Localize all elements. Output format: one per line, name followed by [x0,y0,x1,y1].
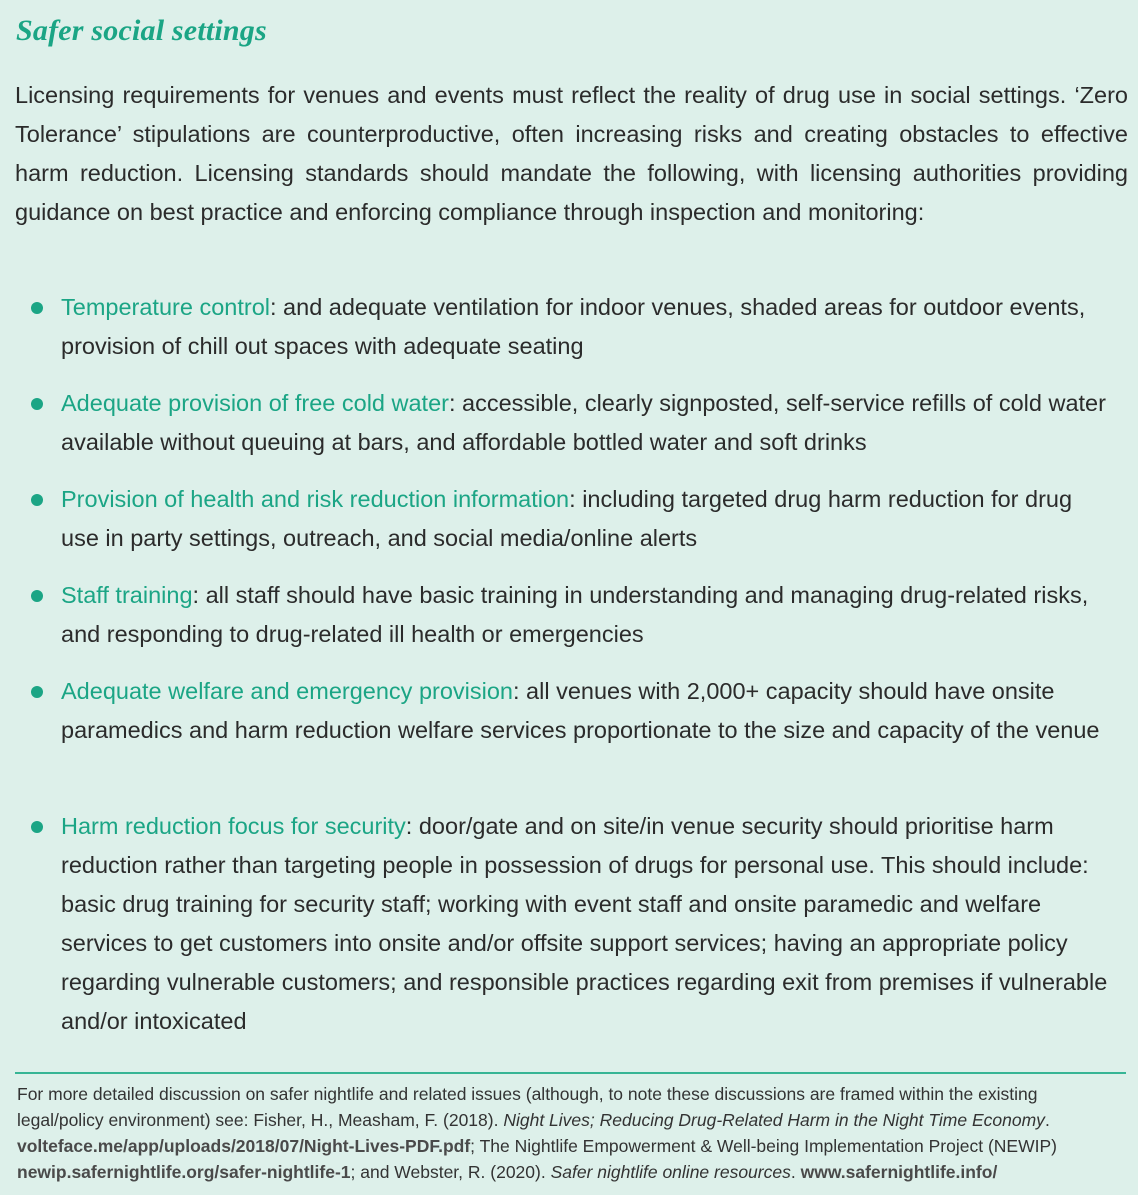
bullet-dot-icon [31,398,43,410]
list-item [0,288,1111,384]
bullet-term: Adequate welfare and emergency provision [61,678,513,704]
section-heading: Safer social settings [16,14,267,47]
bullet-text: : door/gate and on site/in venue security should prioritise harm reduction rather than targeting people in possession of drugs for personal use. This should include: basic drug training for security staff; working with event staff and onsite paramedic and welfare services to get customers into onsite and/or offsite support services; having an appropriate policy regarding vulnerable customers; and responsible practices regarding exit from premises if vulnerable and/or intoxicated [61,813,1108,1034]
footnote-text: For more detailed discussion on safer nightlife and related issues (although, to note these discussions are framed within the existing legal/policy environment) see: Fisher, H., Measham, F. (2018). [17,1084,1038,1130]
bullet-dot-icon [31,494,43,506]
bullet-dot-icon [31,590,43,602]
list-item [0,807,1111,1041]
list-item [0,384,1111,480]
bullet-term: Staff training [61,582,193,608]
bullet-dot-icon [31,302,43,314]
list-item [0,576,1111,672]
footnote-text: . [1044,1110,1050,1130]
bullet-term: Harm reduction focus for security [61,813,406,839]
footnote-divider [15,1072,1126,1074]
bullet-term: Provision of health and risk reduction information [61,486,570,512]
reference-title: Night Lives; Reducing Drug-Related Harm in the Night Time Economy [503,1110,1045,1130]
footnote-text: ; The Nightlife Empowerment & Well-being Implementation Project (NEWIP) [470,1136,1057,1156]
reference-title: Safer nightlife online resources [550,1162,791,1182]
bullet-dot-icon [31,821,43,833]
bullet-text: : accessible, clearly signposted, self-service refills of cold water available without queuing at bars, and affordable bottled water and soft drinks [61,390,1106,455]
list-item [0,480,1111,576]
footnote [17,1081,1122,1185]
list-item [0,672,1111,807]
bullet-term: Adequate provision of free cold water [61,390,449,416]
bullet-term: Temperature control [61,294,270,320]
bullet-dot-icon [31,686,43,698]
intro-paragraph: Licensing requirements for venues and events must reflect the reality of drug use in social settings. ‘Zero Tolerance’ stipulations are counterproductive, often increasing risks and creating obstacles to effective harm reduction. Licensing standards should mandate the following, with licensing authorities providing guidance on best practice and enforcing compliance through inspection and monitoring: [15,82,1128,225]
bullet-text: : all venues with 2,000+ capacity should have onsite paramedics and harm reduction welfare services proportionate to the size and capacity of the venue [61,678,1100,743]
footnote-text: . [790,1162,801,1182]
footnote-text: ; and Webster, R. (2020). [350,1162,551,1182]
bullet-text: : and adequate ventilation for indoor venues, shaded areas for outdoor events, provision of chill out spaces with adequate seating [61,294,1086,359]
reference-link[interactable]: newip.safernightlife.org/safer-nightlife-1 [17,1162,351,1182]
reference-link[interactable]: volteface.me/app/uploads/2018/07/Night-Lives-PDF.pdf [17,1136,471,1156]
reference-link[interactable]: www.safernightlife.info/ [800,1162,998,1182]
requirements-list [0,288,1138,1041]
bullet-text: : all staff should have basic training in understanding and managing drug-related risks, and responding to drug-related ill health or emergencies [61,582,1089,647]
bullet-text: : including targeted drug harm reduction for drug use in party settings, outreach, and social media/online alerts [61,486,1073,551]
